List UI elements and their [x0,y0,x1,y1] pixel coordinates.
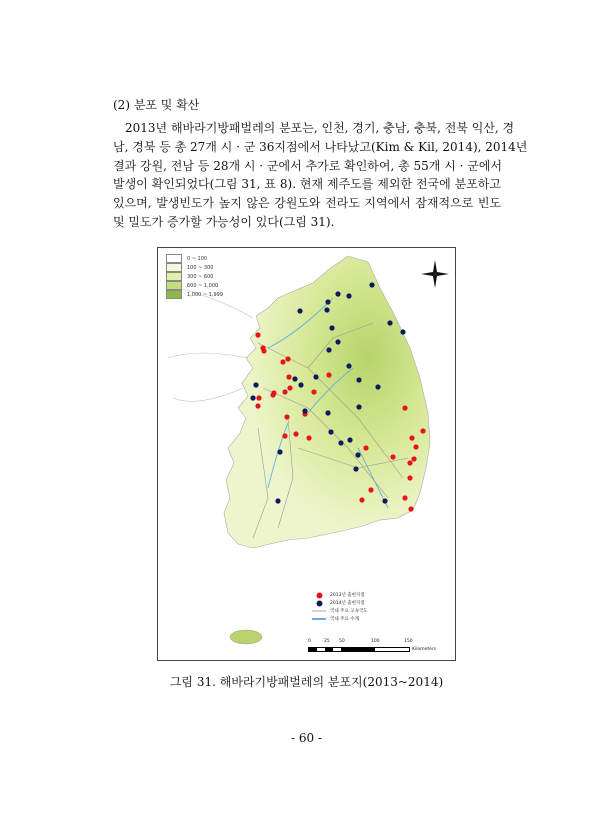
elevation-legend-row [166,263,223,272]
point-2013 [402,405,407,410]
legend-river: 국내 주요 수계 [330,617,359,622]
point-2013 [359,497,364,502]
body-paragraph [113,119,528,232]
point-2014 [400,329,405,334]
legend-label: 100 ~ 300 [187,264,214,271]
point-2014 [387,320,392,325]
point-2013 [287,385,292,390]
distribution-map-figure [157,247,456,661]
point-2013 [256,395,261,400]
point-2013 [368,487,373,492]
point-2014 [353,466,358,471]
point-2013 [407,460,412,465]
paragraph-line: 남, 경북 등 총 27개 시 · 군 36지점에서 나타났고(Kim & Kil, 2014), 2014년 [113,139,528,154]
scale-tick: 25 [324,639,330,644]
legend-highway: 국내 주요 고속국도 [330,609,368,614]
point-2014 [328,429,333,434]
legend-swatch [166,272,182,281]
point-2013 [402,495,407,500]
point-2014 [253,382,258,387]
point-2014 [297,308,302,313]
point-2013 [293,431,298,436]
section-heading: (2) 분포 및 확산 [113,98,200,112]
jeju-island [230,630,262,644]
point-2013 [286,374,291,379]
paragraph-line: 결과 강원, 전남 등 28개 시 · 군에서 추가로 확인하여, 총 55개 시 · 군에서 [113,158,503,173]
point-2014 [369,282,374,287]
korea-map [158,248,455,660]
point-2013 [326,372,331,377]
point-2014 [277,449,282,454]
point-2013 [282,389,287,394]
point-2014 [313,374,318,379]
point-2014 [292,376,297,381]
elevation-legend-row [166,254,223,263]
point-2014 [326,347,331,352]
elevation-legend-row [166,290,223,299]
elevation-legend [166,254,223,299]
point-2014 [298,382,303,387]
points-legend [312,591,368,623]
legend-label: 1,000 ~ 1,999 [187,291,223,298]
scale-bar [308,639,448,652]
point-2014 [335,291,340,296]
point-2013 [311,389,316,394]
elevation-legend-row [166,281,223,290]
point-2013 [282,433,287,438]
legend-swatch [166,281,182,290]
legend-swatch [166,290,182,299]
point-2014 [324,307,329,312]
point-2014 [329,325,334,330]
point-2014 [356,377,361,382]
point-2014 [325,410,330,415]
page-number: - 60 - [290,731,322,745]
paragraph-line: 발생이 확인되었다(그림 31, 표 8). 현재 제주도를 제외한 전국에 분포하고 [113,177,501,192]
point-2014 [382,498,387,503]
legend-label: 0 ~ 100 [187,255,208,262]
point-2014 [302,408,307,413]
scale-unit: Kilometers [412,647,437,652]
point-2013 [390,454,395,459]
point-2014 [325,299,330,304]
paragraph-line: 및 밀도가 증가할 가능성이 있다(그림 31). [113,214,335,229]
point-2014 [250,395,255,400]
legend-label: 600 ~ 1,000 [187,282,219,289]
point-2014 [355,452,360,457]
legend-label: 300 ~ 600 [187,273,214,280]
point-2013 [407,475,412,480]
point-2014 [375,384,380,389]
elevation-legend-row [166,272,223,281]
point-2014 [346,363,351,368]
point-2013 [420,428,425,433]
point-2014 [335,339,340,344]
point-2013 [261,348,266,353]
point-2013 [411,456,416,461]
point-2013 [284,414,289,419]
legend-swatch [166,254,182,263]
scale-tick: 100 [371,639,380,644]
scale-tick: 0 [308,639,311,644]
point-2013 [363,445,368,450]
point-2014 [338,440,343,445]
point-2014 [347,437,352,442]
point-2013 [409,435,414,440]
paragraph-line: 2013년 해바라기방패벌레의 분포는, 인천, 경기, 충남, 충북, 전북 익산, 경 [125,121,515,135]
compass-icon [421,260,449,288]
point-2013 [270,392,275,397]
point-2013 [255,332,260,337]
legend-2013: 2013년 출현지점 [330,593,365,598]
legend-swatch [166,263,182,272]
point-2013 [306,435,311,440]
scale-tick: 150 [404,639,413,644]
northwest-coast [168,288,253,401]
scale-tick: 50 [339,639,345,644]
legend-2014: 2014년 출현지점 [330,601,365,606]
figure-caption: 그림 31. 해바라기방패벌레의 분포지(2013~2014) [169,675,444,689]
point-2013 [285,356,290,361]
point-2014 [275,498,280,503]
point-2013 [280,359,285,364]
paragraph-line: 있으며, 발생빈도가 높지 않은 강원도와 전라도 지역에서 잠재적으로 빈도 [113,196,501,211]
point-2013 [408,506,413,511]
point-2013 [413,444,418,449]
point-2014 [346,293,351,298]
point-2014 [356,404,361,409]
point-2013 [255,403,260,408]
